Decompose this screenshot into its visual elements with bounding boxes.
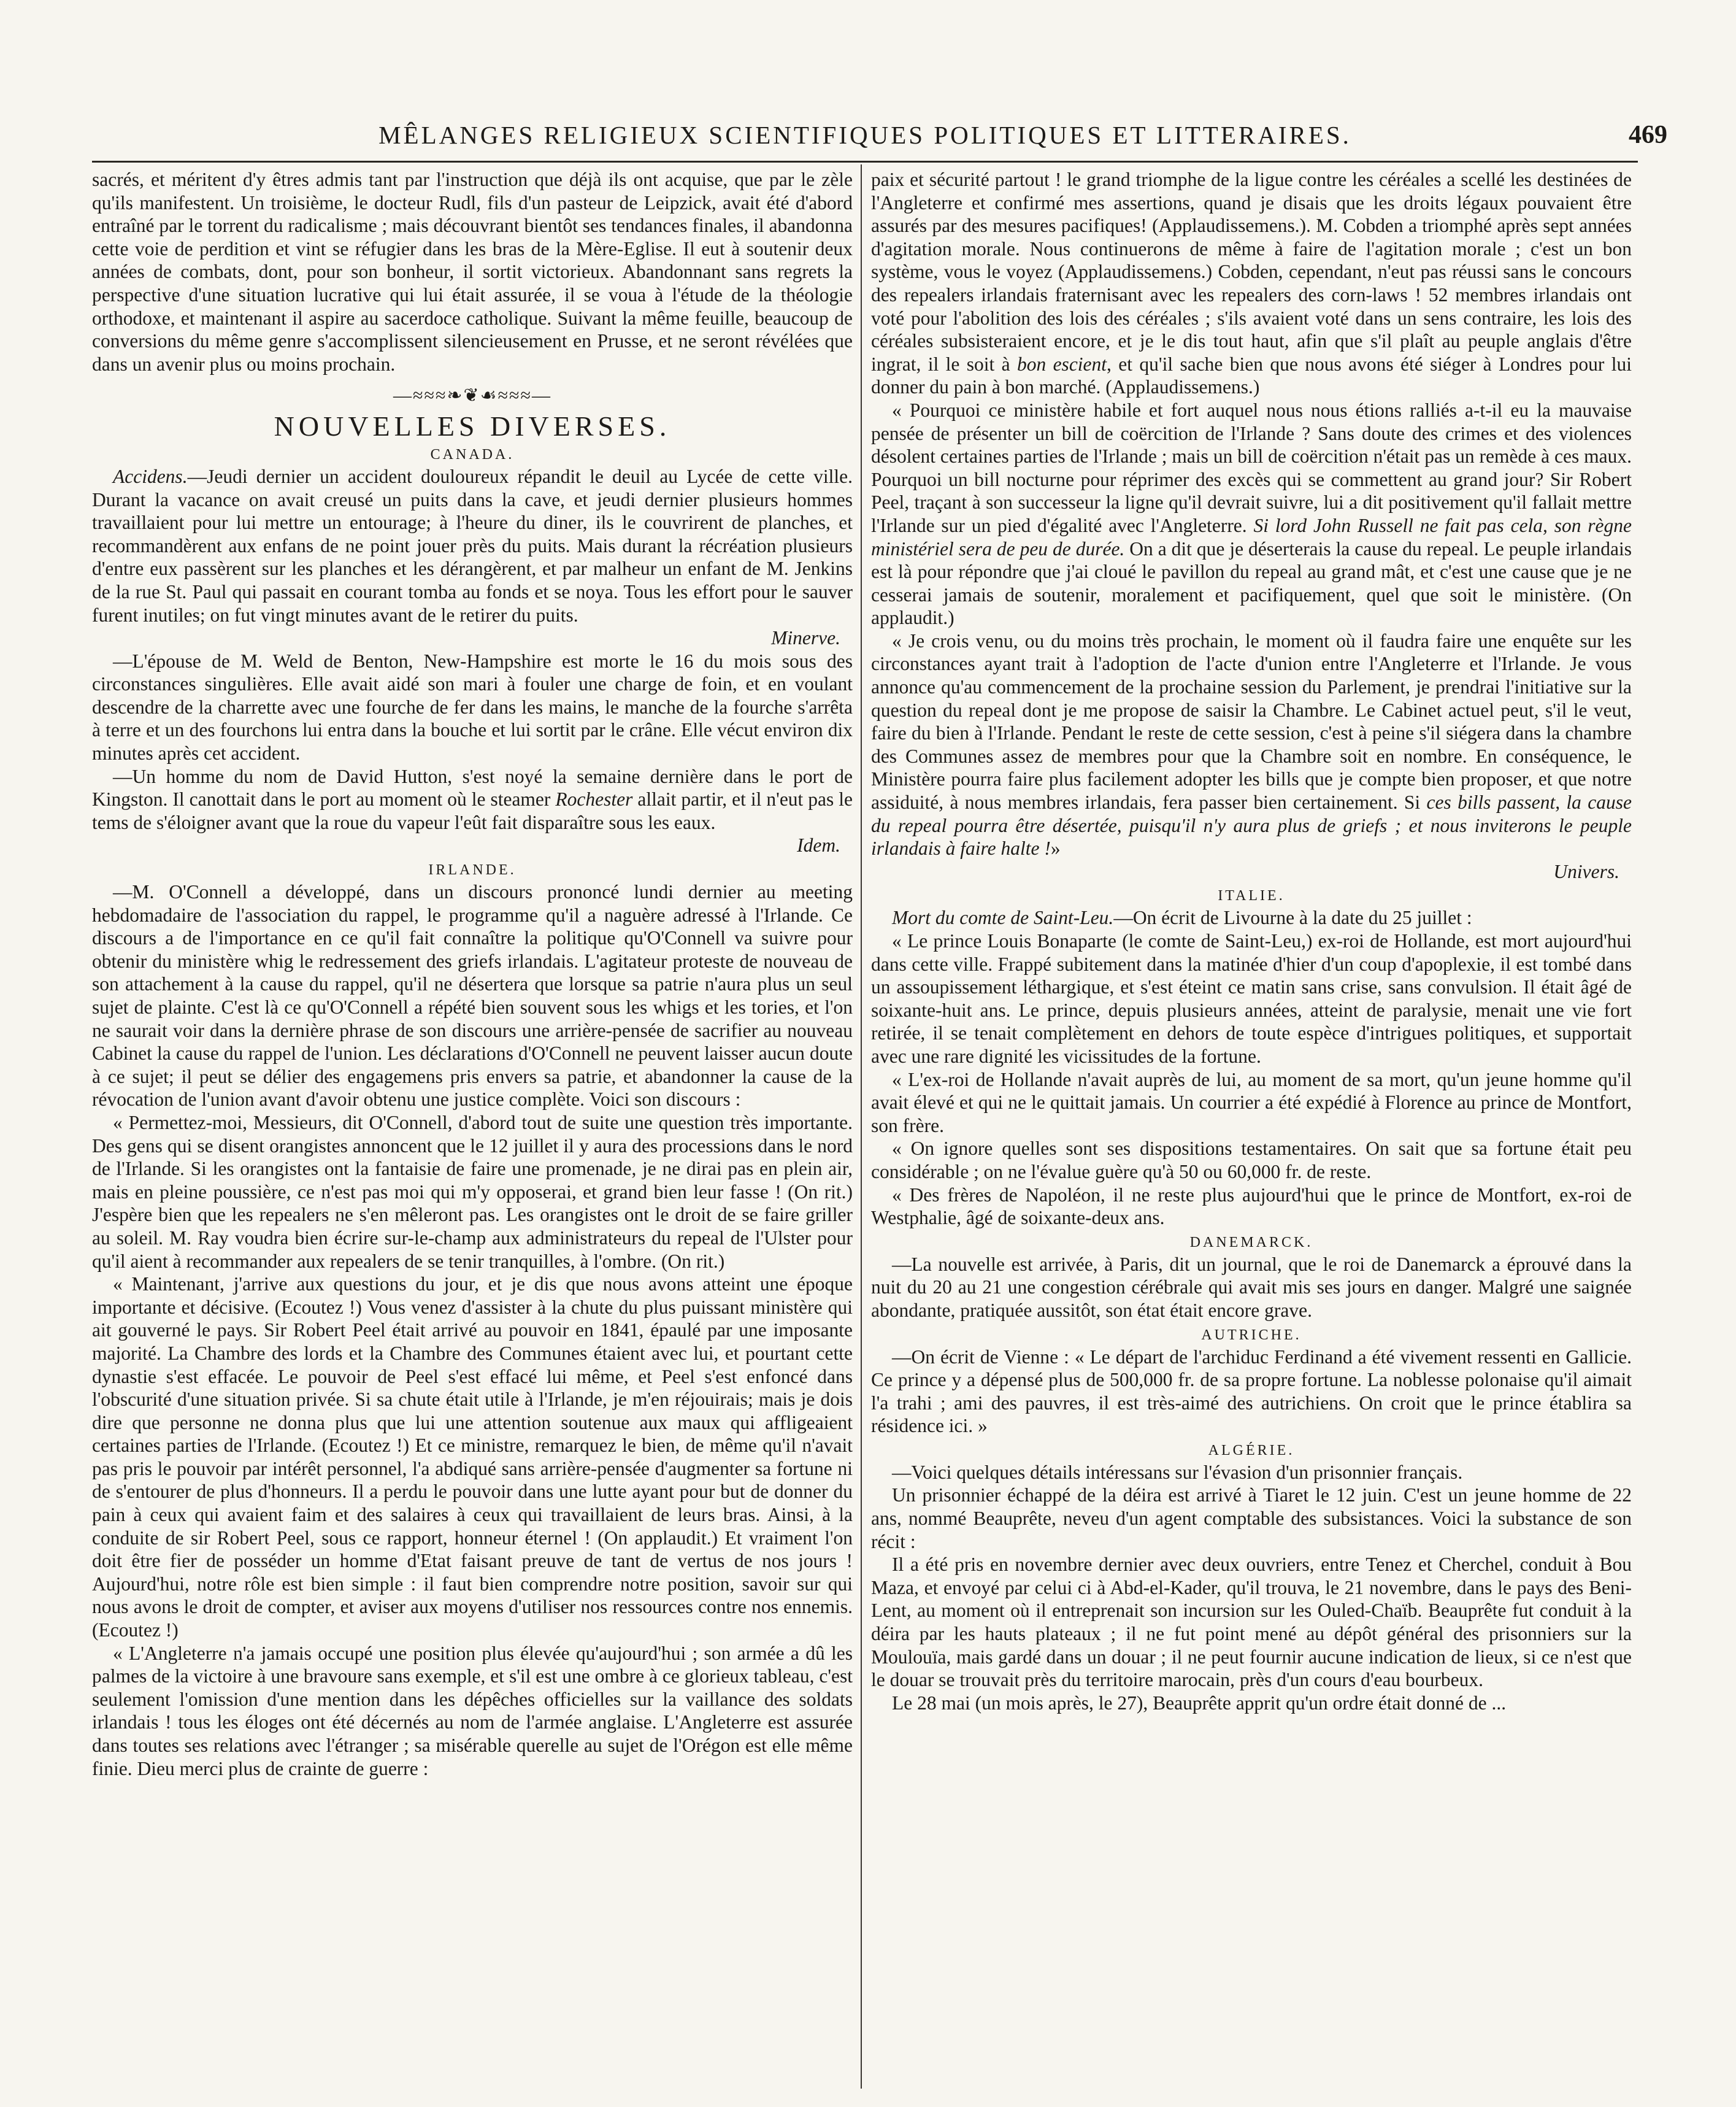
source-minerve: Minerve. <box>771 627 840 649</box>
italie-quote-2: « L'ex-roi de Hollande n'avait auprès de lui, au moment de sa mort, qu'un jeune homme qu'il avait élevé et qui ne le quittait jamais. Un courrier a été expédié à Florence au prince de Montfort, son frère. <box>871 1068 1632 1136</box>
cont-3-emphasis: ces bills passent, la cause du repeal pourra être désertée, puisqu'il n'y aura plus de griefs ; et nous inviterons le peuple irlandais à faire halte ! <box>871 792 1632 860</box>
place-heading-canada: CANADA. <box>430 446 515 463</box>
cont-2-text: « Pourquoi ce ministère habile et fort auquel nous nous étions ralliés a-t-il eu la mauvaise pensée de présenter un bill de coërcition de l'Irlande ? Sans doute des crimes et des violences désolent certaines parties de l'Irlande ; mais un bill de coërcition n'était pas un remède à ces maux. Pourquoi un bill nocturne pour réprimer des excès qui se commettent au grand jour? Sir Robert Peel, traçant à son successeur la ligne qu'il devrait suivre, lui a dit positivement qu'il fallait mettre l'Irlande sur un pied d'égalité avec l'Angleterre. <box>871 399 1632 536</box>
irlande-paragraph-3: « Maintenant, j'arrive aux questions du jour, et je dis que nous avons atteint une époque importante et décisive. (Ecoutez !) Vous venez d'assister à la chute du plus puissant ministère qui ait gouverné le pays. Sir Robert Peel était arrivé au pouvoir en 1841, épaulé par une imposante majorité. La Chambre des lords et la Chambre des Communes étaient avec lui, et pourtant cette dynastie s'est effacée. Le pouvoir de Peel s'est effacé lui même, et Peel s'est enfoncé dans l'obscurité d'une situation privée. Si sa chute était utile à l'Irlande, je m'en réjouirais; mais je dois dire que personne ne donna plus que lui une attention soutenue aux maux qui affligeaient certaines parties de l'Irlande. (Ecoutez !) Et ce ministre, remarquez le bien, de même qu'il n'avait pas pris le pouvoir par intérêt personnel, l'a abdiqué sans arrière-pensée d'augmenter sa fortune ni de s'entourer de plus d'honneurs. Il a perdu le pouvoir dans une lutte ayant pour but de donner du pain à ceux qui avaient faim et des salaires à ceux qui travaillaient de leurs bras. Ainsi, à la conduite de sir Robert Peel, sous ce rapport, honneur éternel ! (On applaudit.) Et vraiment l'on doit être fier de posséder un homme d'Etat faisant preuve de tant de vertus de nos jours ! Aujourd'hui, notre rôle est bien simple : il faut bien comprendre notre position, savoir sur qui nous avons le droit de compter, et aviser aux moyens d'utiliser nos ressources contre nos ennemis. (Ecoutez !) <box>92 1273 853 1641</box>
column-divider <box>861 164 862 2089</box>
italie-quote-3: « On ignore quelles sont ses dispositions testamentaires. On sait que sa fortune était peu considérable ; on ne l'évalue guère qu'à 50 ou 60,000 fr. de reste. <box>871 1138 1632 1182</box>
algerie-paragraph-2: Un prisonnier échappé de la déira est arrivé à Tiaret le 12 juin. C'est un jeune homme de 22 ans, nommé Beauprête, neveu d'un agent comptable des subsistances. Voici la substance de son récit : <box>871 1484 1632 1552</box>
opening-paragraph: sacrés, et méritent d'y êtres admis tant par l'instruction que déjà ils ont acquise, que par le zèle qu'ils manifestent. Un troisième, le docteur Rudl, fils d'un pasteur de Leipzick, avait été d'abord entraîné par le torrent du radicalisme ; mais découvrant bientôt ses tendances finales, il abandonna cette voie de perdition et vint se réfugier dans les bras de la Mère-Eglise. Il eut à soutenir deux années de combats, dont, pour son bonheur, il sortit victorieux. Abandonnant sans regrets la perspective d'une situation lucrative qui lui était assurée, il se voua à l'étude de la théologie orthodoxe, et maintenant il aspire au sacerdoce catholique. Suivant la même feuille, beaucoup de conversions du même genre s'accomplissent silencieusement en Prusse, et ne seront révélées que dans un avenir plus ou moins prochain. <box>92 169 853 375</box>
algerie-paragraph-1: —Voici quelques détails intéressans sur l'évasion d'un prisonnier français. <box>892 1461 1463 1483</box>
article-hutton <box>92 765 853 834</box>
header-rule <box>92 161 1638 163</box>
continued-paragraph-2 <box>871 399 1632 630</box>
cont-1-emphasis: bon escient <box>1016 353 1107 375</box>
place-heading-algerie: ALGÉRIE. <box>1208 1442 1295 1458</box>
article-weld: —L'épouse de M. Weld de Benton, New-Hampshire est morte le 16 du mois sous des circonstances singulières. Elle avait aidé son mari à fouler une charge de foin, et en voulant descendre de la charrette avec une fourche de fer dans les mains, le manche de la fourche s'arrêta à terre et un des fourchons lui entra dans la bouche et lui sortit par le crâne. Elle vécut environ dix minutes après cet accident. <box>92 650 853 765</box>
page-number: 469 <box>1629 121 1667 149</box>
continued-paragraph-1 <box>871 168 1632 399</box>
right-column <box>871 168 1632 2089</box>
place-heading-italie: ITALIE. <box>1218 888 1285 904</box>
cont-2-end: On a dit que je déserterais la cause du repeal. Le peuple irlandais est là pour répondre que j'ai cloué le pavillon du repeal au grand mât, et c'est une cause que je ne cesserai jamais de soutenir, moralement et pacifiquement, quel que soit le ministère. (On applaudit.) <box>871 537 1632 629</box>
running-title: MÊLANGES RELIGIEUX SCIENTIFIQUES POLITIQUES ET LITTERAIRES. <box>378 121 1351 149</box>
accident-text: —Jeudi dernier un accident douloureux répandit le deuil au Lycée de cette ville. Durant la vacance on avait creusé un puits dans la cave, et jeudi dernier plusieurs hommes travaillaient pour lui mettre un entourage; à l'heure du diner, ils le couvrirent de planches, et recommandèrent aux enfans de ne point jouer près du puits. Mais durant la récréation plusieurs d'entre eux passèrent sur les planches et les dérangèrent, et par malheur un enfant de M. Jenkins de la rue St. Paul qui passait en courant tomba au fonds et se noya. Tous les effort pour le sauver furent inutiles; on fut vingt minutes avant de le retirer du puits. <box>92 465 853 626</box>
irlande-paragraph-2: « Permettez-moi, Messieurs, dit O'Connell, d'abord tout de suite une question très importante. Des gens qui se disent orangistes annoncent que le 12 juillet il y aura des processions dans le nord de l'Irlande. Si les orangistes ont la fantaisie de faire une promenade, je ne dirai pas en plein air, mais en pleine poussière, ce n'est pas moi qui m'y opposerai, et grand bien leur fasse ! (On rit.) J'espère bien que les repealers ne s'en mêleront pas. Les orangistes ont le droit de se faire griller au soleil. M. Ray voudra bien écrire sur-le-champ aux administrateurs du repeal de l'Ulster pour qu'il aient à recommander aux repealers de se tenir tranquilles, à l'ombre. (On rit.) <box>92 1111 853 1272</box>
irlande-paragraph-1: —M. O'Connell a développé, dans un discours prononcé lundi dernier au meeting hebdomadaire de l'association du rappel, le programme qu'il a naguère adressé à l'Irlande. Ce discours a de l'importance en ce qu'il fait connaître la politique qu'O'Connell va suivre pour obtenir du ministère whig le redressement des griefs irlandais. L'agitateur proteste de nouveau de son attachement à la cause du rappel, qu'il ne désertera que lorsque sa patrie n'aura plus un seul sujet de plainte. C'est là ce qu'O'Connell a répété bien souvent sous les whigs et les tories, et l'on ne saurait voir dans la dernière phrase de son discours une arrière-pensée de sacrifier au nouveau Cabinet la cause du rappel de l'union. Les déclarations d'O'Connell ne peuvent laisser aucun doute à ce sujet; il peut se délier des engagemens pris envers sa patrie, et abandonner la cause de la révocation de l'union avant d'avoir obtenu une justice complète. Voici son discours : <box>92 881 853 1111</box>
continued-paragraph-3 <box>871 630 1632 860</box>
place-heading-danemarck: DANEMARCK. <box>1189 1234 1313 1250</box>
left-column <box>92 168 853 2089</box>
cont-1-text: paix et sécurité partout ! le grand triomphe de la ligue contre les céréales a scellé les destinées de l'Angleterre et confirmé mes assertions, quand je disais que les droits légaux pouvaient être assurés par des mesures pacifiques! (Applaudissemens.). M. Cobden a triomphé après sept années d'agitation morale. Nous continuerons de même à faire de l'agitation morale ; c'est un bon système, vous le voyez (Applaudissemens.) Cobden, cependant, n'eut pas réussi sans le concours des repealers irlandais fraternisant avec les repealers des corn-laws ! 52 membres irlandais ont voté pour l'abolition des lois des céréales ; s'ils avaient voté dans un sens contraire, les lois des céréales subsisteraient encore, et je le dis tout haut, afin que s'il plaît au peuple anglais d'être ingrat, il le soit à <box>871 169 1632 375</box>
cont-3-close: » <box>1050 838 1061 860</box>
italie-lead-text: —On écrit de Livourne à la date du 25 juillet : <box>1113 907 1472 929</box>
autriche-paragraph: —On écrit de Vienne : « Le départ de l'archiduc Ferdinand a été vivement ressenti en Gallicie. Ce prince y a dépensé plus de 500,000 fr. de sa propre fortune. La noblesse polonaise qu'il aimait l'a trahi ; ami des pauvres, il est très-aimé des autrichiens. On croit que le prince établira sa résidence ici. » <box>871 1346 1632 1437</box>
hutton-text-end: allait partir, et il n'eut pas le tems de s'éloigner avant que la roue du vapeur l'eût fait disparaître sous les eaux. <box>92 788 853 833</box>
running-head <box>92 120 1667 157</box>
italie-quote-4: « Des frères de Napoléon, il ne reste plus aujourd'hui que le prince de Montfort, ex-roi de Westphalie, âgé de soixante-deux ans. <box>871 1184 1632 1229</box>
accident-lead: Accidens. <box>113 465 188 487</box>
section-title: NOUVELLES DIVERSES. <box>274 410 671 442</box>
danemarck-paragraph: —La nouvelle est arrivée, à Paris, dit un journal, que le roi de Danemarck a éprouvé dans la nuit du 20 au 21 une congestion cérébrale qui avait mis ses jours en danger. Malgré une saignée abondante, pratiquée aussitôt, son état était encore grave. <box>871 1253 1632 1321</box>
italie-quote-1: « Le prince Louis Bonaparte (le comte de Saint-Leu,) ex-roi de Hollande, est mort aujourd'hui dans cette ville. Frappé subitement dans la matinée d'hier d'un coup d'apoplexie, il est tombé dans un assoupissement léthargique, et s'est éteint ce matin sans crise, sans convulsion. Il était âgé de soixante-huit ans. Le prince, depuis plusieurs années, atteint de paralysie, menait une vie fort retirée, il se tenait complètement en dehors de toute espèce d'intrigues politiques, et supportait avec une rare dignité les vicissitudes de la fortune. <box>871 930 1632 1067</box>
place-heading-autriche: AUTRICHE. <box>1201 1327 1302 1343</box>
place-heading-irlande: IRLANDE. <box>428 862 517 879</box>
hutton-text: —Un homme du nom de David Hutton, s'est noyé la semaine dernière dans le port de Kingston. Il canottait dans le port au moment où le steamer <box>92 765 853 811</box>
italie-lead-title: Mort du comte de Saint-Leu. <box>892 907 1114 929</box>
cont-2-emphasis: Si lord John Russell ne fait pas cela, son règne ministériel sera de peu de durée. <box>871 514 1632 560</box>
source-univers: Univers. <box>1553 860 1619 882</box>
italie-lead <box>871 906 1632 930</box>
irlande-paragraph-4: « L'Angleterre n'a jamais occupé une position plus élevée qu'aujourd'hui ; son armée a dû les palmes de la victoire à une bravoure sans exemple, et s'il est une ombre à ce glorieux tableau, c'est seulement l'omission d'une mention dans les dépêches officielles sur la vaillance des soldats irlandais ! tous les éloges ont été décernés au nom de l'armée anglaise. L'Angleterre est assurée dans toutes ses relations avec l'étranger ; sa misérable querelle au sujet de l'Orégon est elle même finie. Dieu merci plus de crainte de guerre : <box>92 1642 853 1779</box>
cont-3-text: « Je crois venu, ou du moins très prochain, le moment où il faudra faire une enquête sur les circonstances ayant trait à l'adoption de l'acte d'union entre l'Angleterre et l'Irlande. Je vous annonce qu'au commencement de la prochaine session du Parlement, je prendrai l'initiative sur la question du repeal dont je me propose de saisir la Chambre. Le Cabinet actuel peut, s'il le veut, faire du bien à l'Irlande. Pendant le reste de cette session, c'est à peine s'il siégera dans la chambre des Communes assez de membres pour que la Chambre soit en nombre. En conséquence, le Ministère pourra faire plus facilement adopter les bills que je compte bien proposer, et que notre assiduité, à nous membres irlandais, fera passer bien certainement. Si <box>871 630 1632 814</box>
algerie-paragraph-3: Il a été pris en novembre dernier avec deux ouvriers, entre Tenez et Cherchel, conduit à Bou Maza, et envoyé par celui ci à Abd-el-Kader, qu'il trouva, le 21 novembre, dans le pays des Beni-Lent, au moment où il entreprenait son incursion sur les Ouled-Chaïb. Beauprête fut conduit à la déira par les hauts plateaux ; il ne fut point mené au dépôt général des prisonniers sur la Moulouïa, mais gardé dans un douar ; il ne peut fournir aucune indication de lieux, si ce n'est que le douar se trouvait près du territoire marocain, près d'un cours d'eau bourbeux. <box>871 1554 1632 1691</box>
cont-1-end: , et qu'il sache bien que nous avons été siéger à Londres pour lui donner du pain à bon marché. (Applaudissemens.) <box>871 353 1632 398</box>
article-accident <box>92 465 853 626</box>
hutton-ship: Rochester <box>555 788 633 811</box>
algerie-paragraph-4: Le 28 mai (un mois après, le 27), Beauprête apprit qu'un ordre était donné de ... <box>892 1692 1507 1714</box>
source-idem: Idem. <box>797 834 840 857</box>
ornament-divider: —≈≈≈❧❦☙≈≈≈— <box>393 385 551 406</box>
